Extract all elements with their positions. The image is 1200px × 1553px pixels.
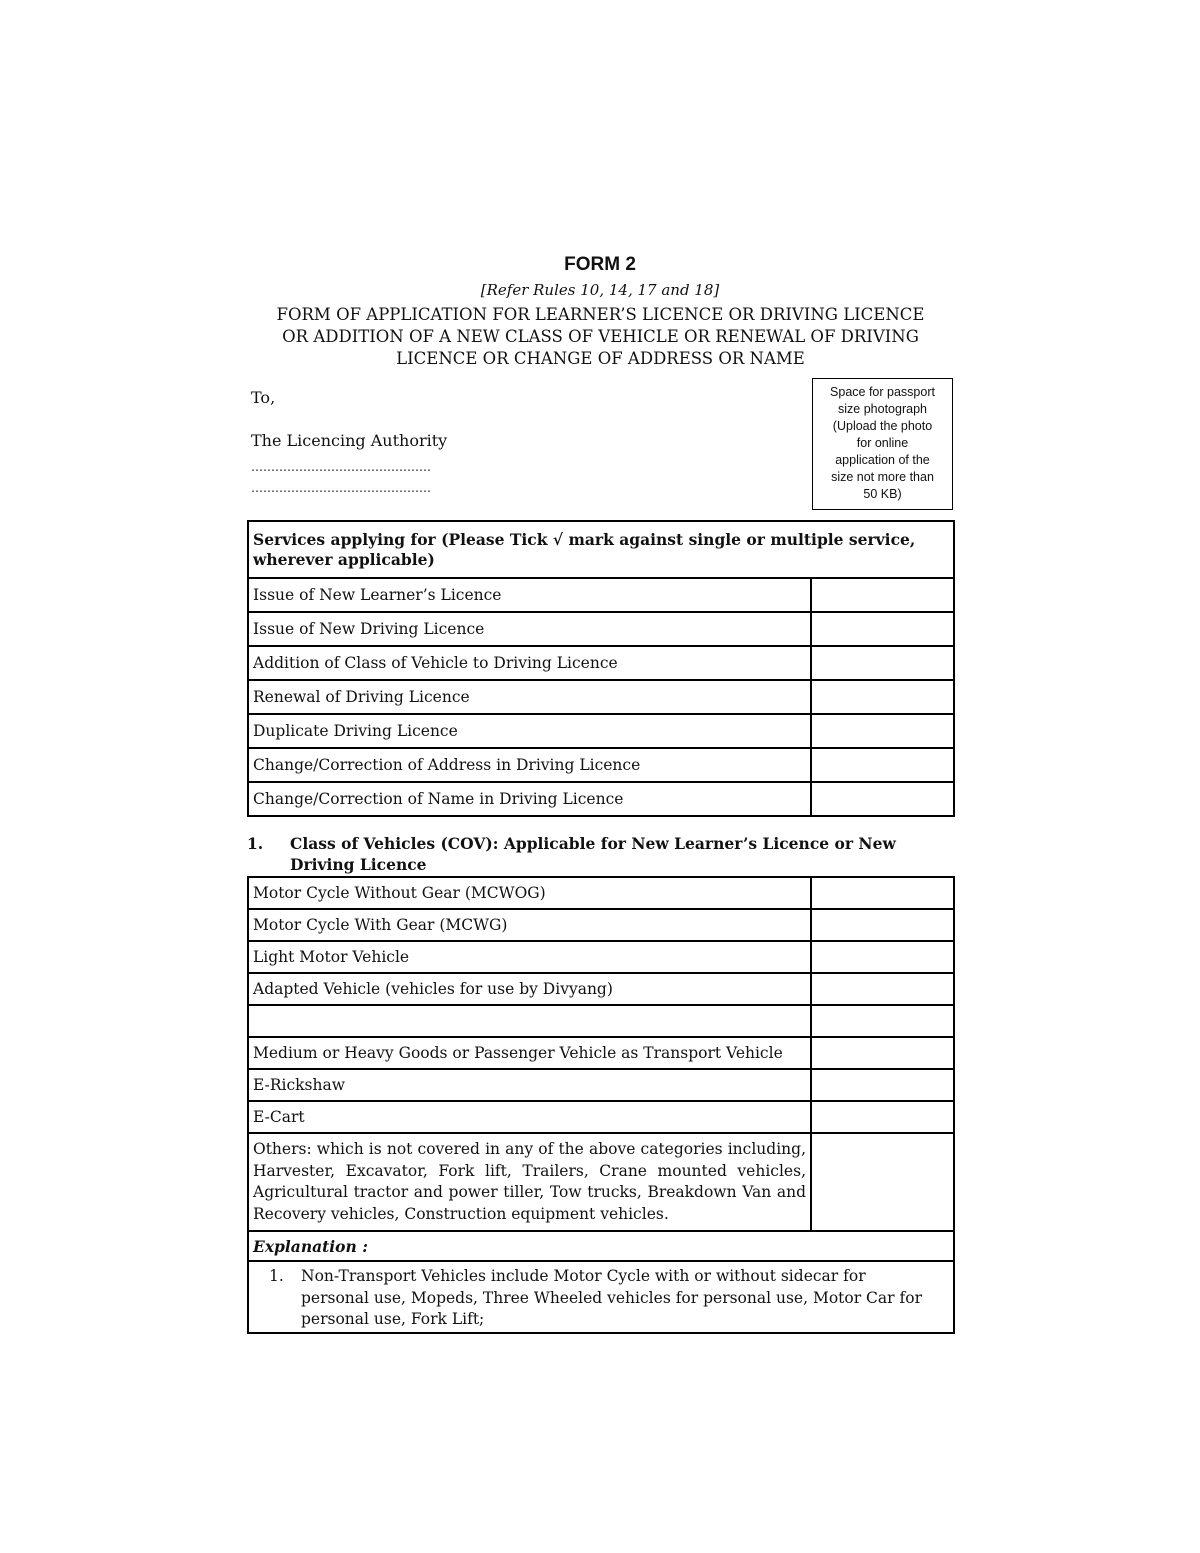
explanation-item xyxy=(248,1261,954,1333)
photo-box-text: size photograph xyxy=(838,402,927,416)
explanation-item-number: 1. xyxy=(269,1267,284,1285)
photo-upload-box[interactable] xyxy=(812,378,953,510)
cov-row xyxy=(248,973,954,1005)
service-label: Duplicate Driving Licence xyxy=(248,714,811,748)
cov-others-label: Others: which is not covered in any of the above categories including, Harvester, Excavator, Fork lift, Trailers, Crane mounted vehicles, Agricultural tractor and power tiller, Tow trucks, Breakdown Van and Recovery vehicles, Construction equipment vehicles. xyxy=(248,1133,811,1231)
form-title-line: FORM OF APPLICATION FOR LEARNER’S LICENCE OR DRIVING LICENCE xyxy=(276,305,925,324)
service-row xyxy=(248,748,954,782)
cov-tick-box[interactable] xyxy=(811,973,954,1005)
authority-blank-line-1[interactable]: ……………………………………… xyxy=(251,460,431,474)
service-label: Issue of New Driving Licence xyxy=(248,612,811,646)
form-title xyxy=(248,304,953,370)
cov-tick-box[interactable] xyxy=(811,1069,954,1101)
cov-label: Medium or Heavy Goods or Passenger Vehicle as Transport Vehicle xyxy=(248,1037,811,1069)
service-label: Issue of New Learner’s Licence xyxy=(248,578,811,612)
cov-row xyxy=(248,1005,954,1037)
service-tick-box[interactable] xyxy=(811,782,954,816)
cov-table xyxy=(247,876,955,1334)
cov-tick-box[interactable] xyxy=(811,877,954,909)
cov-tick-box[interactable] xyxy=(811,1101,954,1133)
service-label: Change/Correction of Name in Driving Licence xyxy=(248,782,811,816)
cov-tick-box[interactable] xyxy=(811,1005,954,1037)
service-tick-box[interactable] xyxy=(811,612,954,646)
form-title-line: LICENCE OR CHANGE OF ADDRESS OR NAME xyxy=(396,349,805,368)
service-row xyxy=(248,578,954,612)
service-label: Change/Correction of Address in Driving Licence xyxy=(248,748,811,782)
cov-row xyxy=(248,1037,954,1069)
cov-section-title: Class of Vehicles (COV): Applicable for New Learner’s Licence or New Driving Licence xyxy=(290,834,896,874)
cov-tick-box[interactable] xyxy=(811,1037,954,1069)
form-number: FORM 2 xyxy=(564,254,636,275)
service-tick-box[interactable] xyxy=(811,646,954,680)
service-label: Addition of Class of Vehicle to Driving Licence xyxy=(248,646,811,680)
cov-row xyxy=(248,1069,954,1101)
addressee-to: To, xyxy=(251,388,276,407)
cov-label: E-Cart xyxy=(248,1101,811,1133)
photo-box-text: size not more than xyxy=(831,470,934,484)
cov-tick-box[interactable] xyxy=(811,941,954,973)
cov-label xyxy=(248,1005,811,1037)
service-tick-box[interactable] xyxy=(811,578,954,612)
service-row xyxy=(248,714,954,748)
photo-box-text: application of the xyxy=(835,453,930,467)
services-table xyxy=(247,520,955,817)
addressee-authority: The Licencing Authority xyxy=(251,431,448,450)
explanation-item-text: Non-Transport Vehicles include Motor Cycle with or without sidecar for personal use, Mopeds, Three Wheeled vehicles for personal use, Motor Car for personal use, Fork Lift; xyxy=(301,1267,922,1328)
photo-box-text: Space for passport xyxy=(830,385,935,399)
service-label: Renewal of Driving Licence xyxy=(248,680,811,714)
cov-label: Motor Cycle With Gear (MCWG) xyxy=(248,909,811,941)
cov-tick-box[interactable] xyxy=(811,909,954,941)
explanation-label-row xyxy=(248,1231,954,1261)
service-tick-box[interactable] xyxy=(811,714,954,748)
cov-row xyxy=(248,941,954,973)
cov-row xyxy=(248,1101,954,1133)
services-header: Services applying for (Please Tick √ mark against single or multiple service, wherever applicable) xyxy=(248,521,954,578)
service-row xyxy=(248,646,954,680)
cov-label: E-Rickshaw xyxy=(248,1069,811,1101)
cov-label: Light Motor Vehicle xyxy=(248,941,811,973)
cov-row xyxy=(248,909,954,941)
cov-tick-box[interactable] xyxy=(811,1133,954,1231)
cov-label: Motor Cycle Without Gear (MCWOG) xyxy=(248,877,811,909)
photo-box-text: 50 KB) xyxy=(863,487,902,501)
service-row xyxy=(248,680,954,714)
explanation-item-row xyxy=(248,1261,954,1333)
cov-section-number: 1. xyxy=(247,834,264,853)
cov-row xyxy=(248,877,954,909)
service-tick-box[interactable] xyxy=(811,680,954,714)
cov-label: Adapted Vehicle (vehicles for use by Divyang) xyxy=(248,973,811,1005)
explanation-label: Explanation : xyxy=(248,1231,954,1261)
service-row xyxy=(248,782,954,816)
form-title-line: OR ADDITION OF A NEW CLASS OF VEHICLE OR RENEWAL OF DRIVING xyxy=(282,327,919,346)
cov-row-others xyxy=(248,1133,954,1231)
services-header-row xyxy=(248,521,954,578)
photo-box-text: for online xyxy=(856,436,909,450)
refer-rules: [Refer Rules 10, 14, 17 and 18] xyxy=(480,281,720,299)
photo-box-text: (Upload the photo xyxy=(832,419,933,433)
authority-blank-line-2[interactable]: ……………………………………… xyxy=(251,481,431,495)
service-row xyxy=(248,612,954,646)
service-tick-box[interactable] xyxy=(811,748,954,782)
